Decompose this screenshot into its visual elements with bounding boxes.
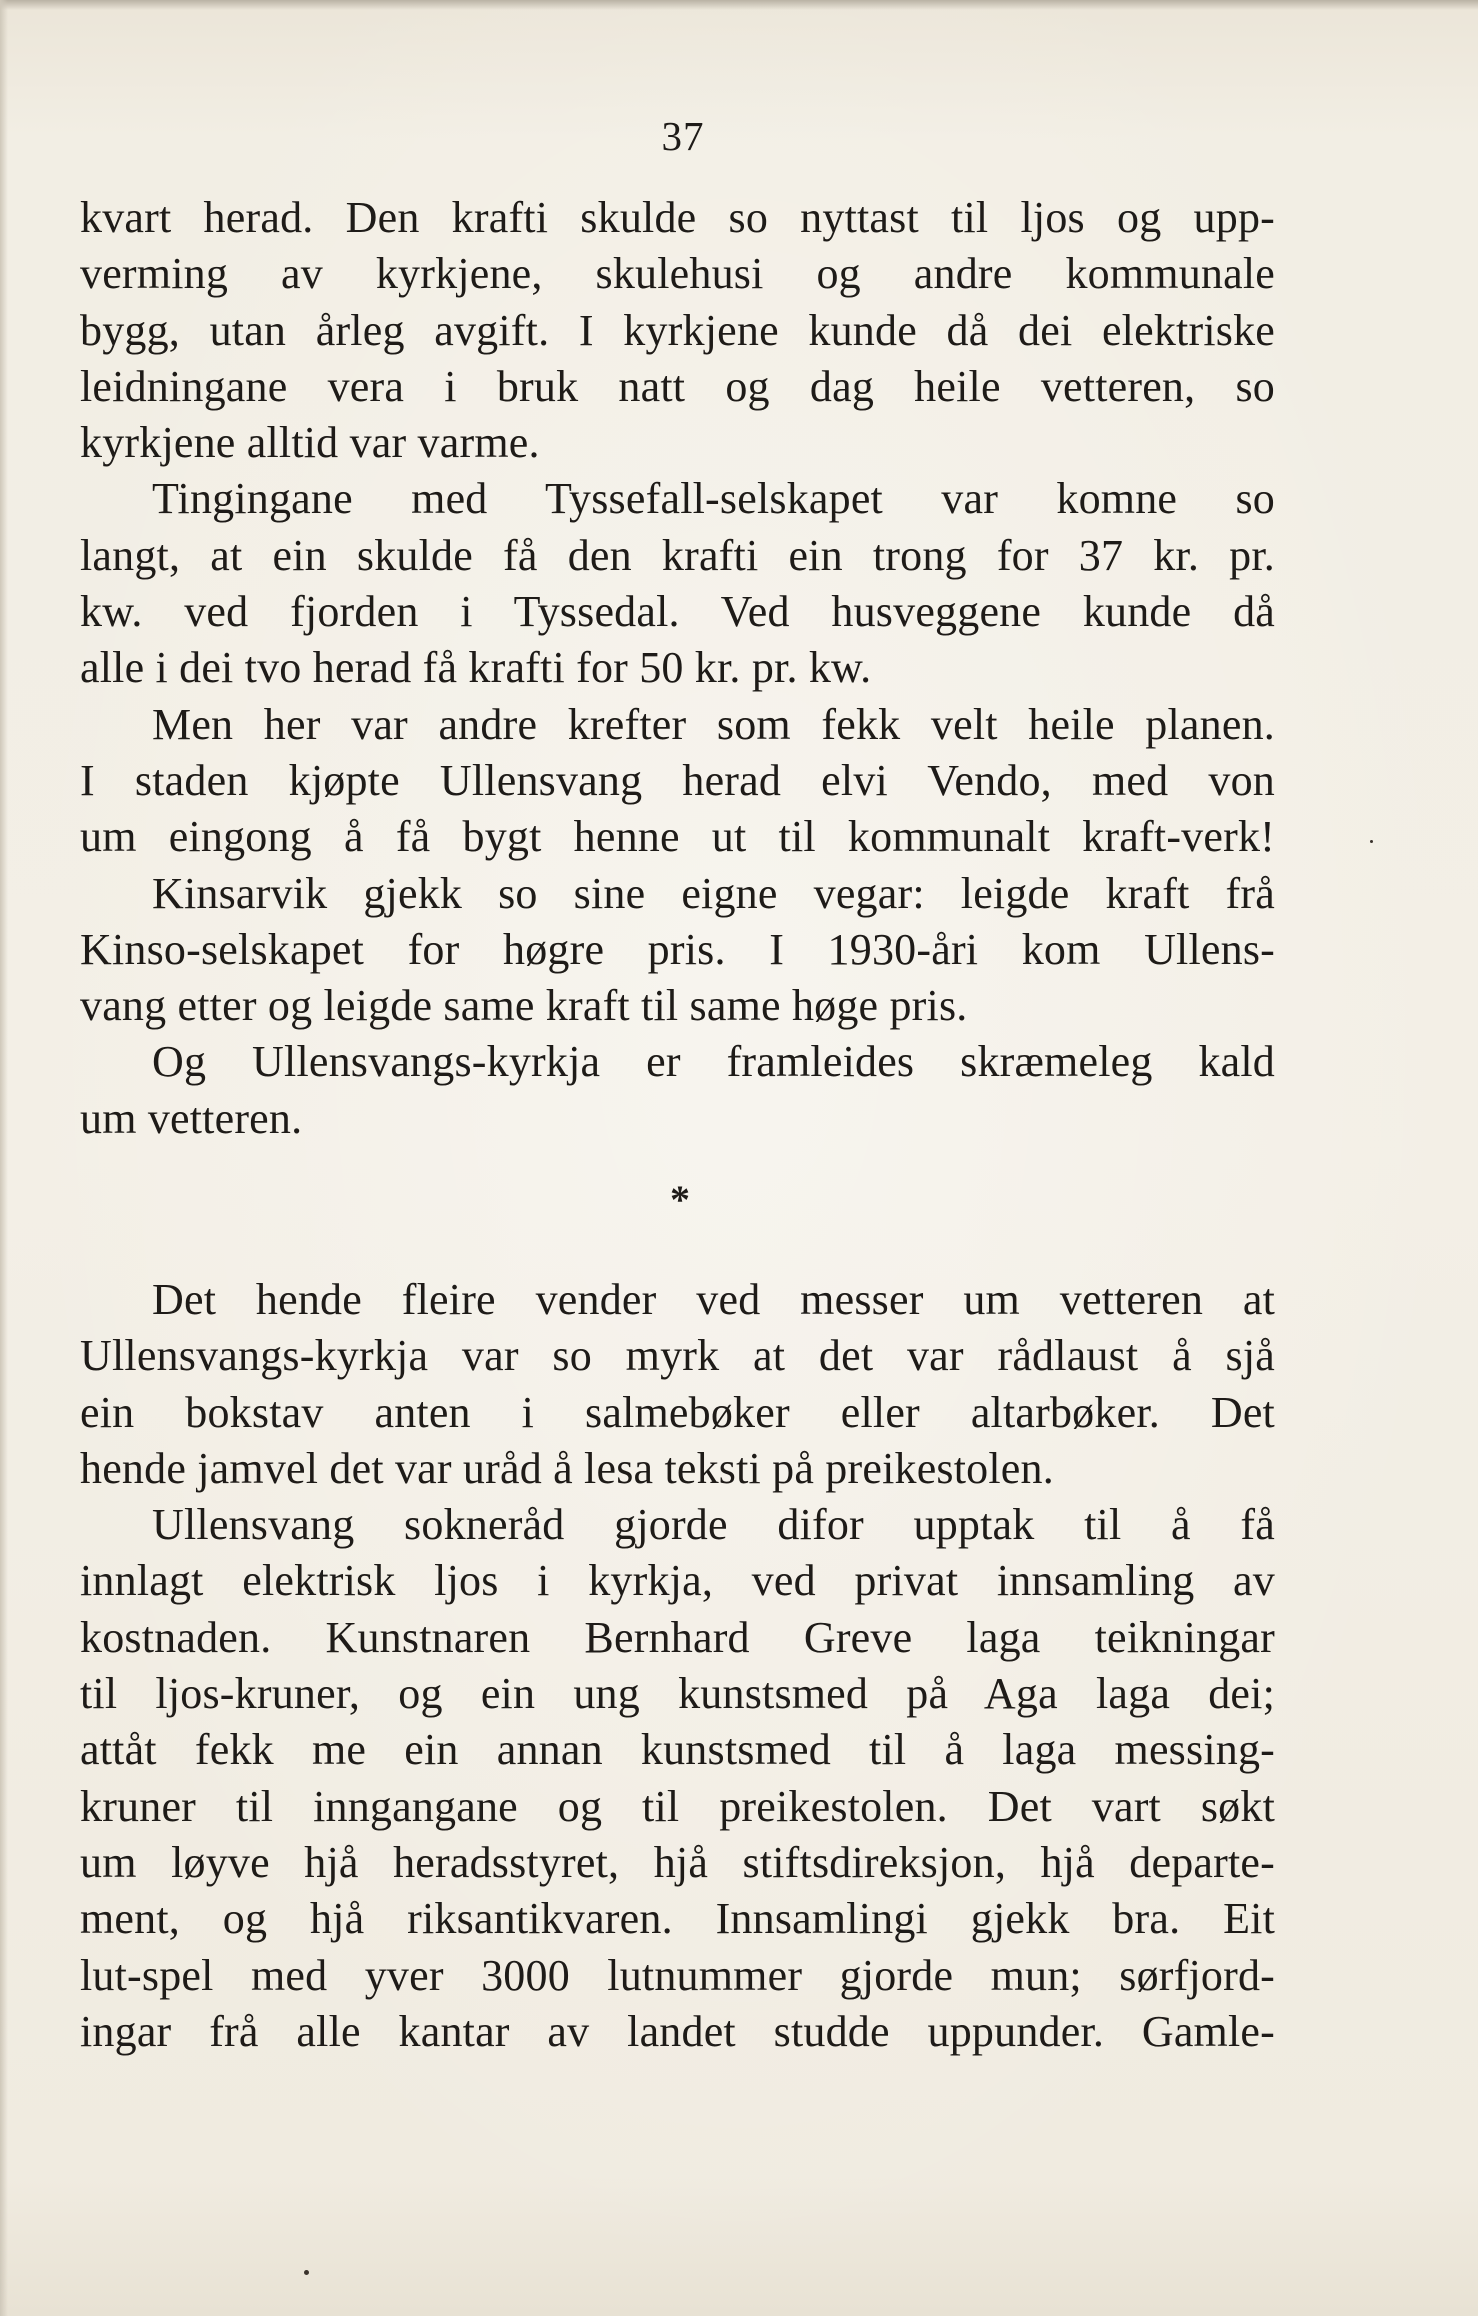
text-line: ein bokstav anten i salmebøker eller altarbøker. Det	[80, 1387, 1275, 1437]
text-line: um vetteren.	[80, 1093, 303, 1143]
text-line: kyrkjene alltid var varme.	[80, 418, 540, 468]
page-left-edge-shadow	[0, 0, 8, 2316]
text-line: um løyve hjå heradsstyret, hjå stiftsdireksjon, hjå departe-	[80, 1837, 1275, 1887]
text-line: langt, at ein skulde få den krafti ein trong for 37 kr. pr.	[80, 530, 1275, 580]
text-line: Kinsarvik gjekk so sine eigne vegar: leigde kraft frå	[152, 868, 1275, 918]
print-speck	[1370, 840, 1373, 843]
print-speck	[304, 2270, 309, 2275]
text-line: kvart herad. Den krafti skulde so nyttast til ljos og upp-	[80, 193, 1275, 242]
page-top-edge-shadow	[0, 0, 1478, 10]
text-line: til ljos-kruner, og ein ung kunstsmed på Aga laga dei;	[80, 1669, 1275, 1719]
text-line: lut-spel med yver 3000 lutnummer gjorde mun; sørfjord-	[80, 1950, 1275, 2000]
text-line: innlagt elektrisk ljos i kyrkja, ved privat innsamling av	[80, 1556, 1275, 1606]
text-line: ment, og hjå riksantikvaren. Innsamlingi gjekk bra. Eit	[80, 1894, 1275, 1944]
text-line: Det hende fleire vender ved messer um vetteren at	[152, 1275, 1275, 1324]
text-line: Og Ullensvangs-kyrkja er framleides skræmeleg kald	[152, 1037, 1275, 1087]
text-line: alle i dei tvo herad få krafti for 50 kr. pr. kw.	[80, 643, 872, 693]
text-line: verming av kyrkjene, skulehusi og andre kommunale	[80, 249, 1275, 299]
text-section-1	[80, 190, 1275, 1147]
text-line: Men her var andre krefter som fekk velt heile planen.	[152, 699, 1275, 749]
text-line: kw. ved fjorden i Tyssedal. Ved husveggene kunde då	[80, 587, 1275, 637]
text-line: um eingong å få bygt henne ut til kommunalt kraft-verk!	[80, 812, 1275, 862]
text-line: vang etter og leigde same kraft til same høge pris.	[80, 981, 968, 1031]
text-line: kostnaden. Kunstnaren Bernhard Greve laga teikningar	[80, 1612, 1275, 1662]
text-line: hende jamvel det var uråd å lesa teksti på preikestolen.	[80, 1443, 1054, 1493]
text-line: Ullensvang sokneråd gjorde difor upptak til å få	[152, 1500, 1275, 1550]
page-number: 37	[661, 113, 705, 159]
text-line: bygg, utan årleg avgift. I kyrkjene kunde då dei elektriske	[80, 305, 1275, 355]
section-divider-asterisk: *	[670, 1177, 690, 1222]
text-line: Ullensvangs-kyrkja var so myrk at det var rådlaust å sjå	[80, 1331, 1275, 1381]
text-line: ingar frå alle kantar av landet studde uppunder. Gamle-	[80, 2006, 1275, 2056]
text-line: leidningane vera i bruk natt og dag heile vetteren, so	[80, 361, 1275, 411]
text-line: Kinso-selskapet for høgre pris. I 1930-åri kom Ullens-	[80, 924, 1275, 974]
text-section-2	[80, 1272, 1275, 2060]
text-line: attåt fekk me ein annan kunstsmed til å laga messing-	[80, 1725, 1275, 1775]
text-line: I staden kjøpte Ullensvang herad elvi Vendo, med von	[80, 755, 1275, 805]
text-line: Tingingane med Tyssefall-selskapet var komne so	[152, 474, 1275, 524]
text-line: kruner til inngangane og til preikestolen. Det vart søkt	[80, 1781, 1275, 1831]
